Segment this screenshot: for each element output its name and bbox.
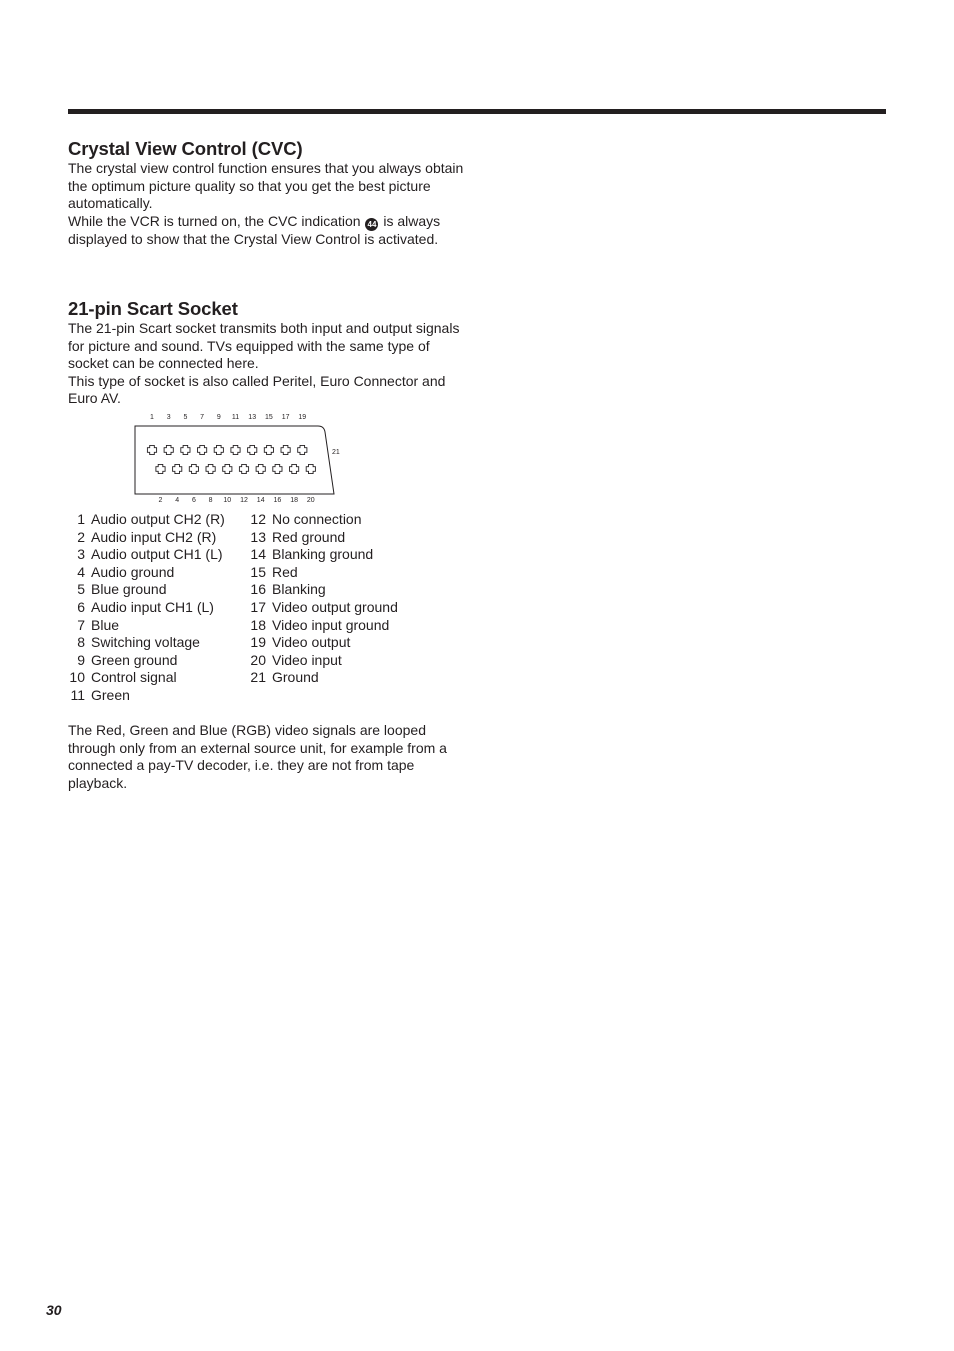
pin-function: Green ground — [91, 651, 178, 668]
pin-number: 16 — [250, 581, 266, 598]
section-scart-socket — [68, 298, 468, 408]
cvc-heading: Crystal View Control (CVC) — [68, 138, 303, 159]
pin-row — [68, 652, 243, 670]
scart-paragraph-1: The 21-pin Scart socket transmits both input and output signals for picture and sound. TVs equipped with the same type of socket can be connected here. — [68, 320, 460, 372]
cvc-paragraph-1: The crystal view control function ensures that you always obtain the optimum picture quality so that you get the best picture automatically. — [68, 160, 464, 212]
pin-function: Ground — [272, 669, 319, 686]
pin-contact — [181, 445, 190, 454]
pin-contact — [248, 445, 257, 454]
rgb-note: The Red, Green and Blue (RGB) video signals are looped through only from an external source unit, for example from a connected a pay-TV decoder, i.e. they are not from tape playback. — [68, 722, 447, 791]
pin-function: Video input ground — [272, 616, 390, 633]
pin-label: 8 — [208, 497, 213, 504]
pin-row — [249, 511, 449, 529]
cvc-paragraph-2-end: is always displayed to show that the Crystal View Control is activated. — [68, 212, 441, 247]
pin-function: Video input — [272, 651, 342, 668]
pin-function: Switching voltage — [91, 634, 200, 651]
pin-number: 7 — [77, 616, 85, 633]
pin-number: 11 — [70, 686, 85, 703]
pin-number: 6 — [77, 598, 85, 615]
pin-label: 9 — [216, 414, 221, 421]
pin-number: 1 — [77, 511, 85, 527]
cvc-paragraph-2-start: While the VCR is turned on, the CVC indication — [68, 212, 361, 229]
pin-function: Control signal — [91, 669, 177, 686]
pin-function: Red — [272, 563, 298, 580]
pin-contact — [298, 445, 307, 454]
pin-contact — [306, 464, 315, 473]
scart-heading: 21-pin Scart Socket — [68, 298, 238, 319]
cvc-indicator-badge: 44 — [365, 218, 378, 231]
pin-number: 5 — [77, 581, 85, 598]
pin-contact — [264, 445, 273, 454]
pin-row — [249, 546, 449, 564]
pin-row — [249, 634, 449, 652]
pin-list-right — [249, 511, 449, 687]
pin-row — [249, 669, 449, 687]
pin-label: 19 — [298, 414, 307, 421]
pin-row — [68, 669, 243, 687]
pin-function: Audio input CH2 (R) — [91, 528, 217, 545]
pin-function: Red ground — [272, 528, 346, 545]
pin-label: 10 — [223, 497, 232, 504]
pin-function: Audio output CH1 (L) — [91, 546, 223, 563]
pin-row — [249, 581, 449, 599]
pin-row — [249, 599, 449, 617]
pin-number: 20 — [250, 651, 266, 668]
pin-function: Video output — [272, 634, 351, 651]
pin-number: 19 — [250, 634, 266, 651]
pin-contact — [147, 445, 156, 454]
pin-label: 4 — [175, 497, 180, 504]
pin-contact — [239, 464, 248, 473]
top-rule — [68, 109, 886, 114]
pin-label: 16 — [273, 497, 282, 504]
pin-21-label: 21 — [332, 449, 340, 456]
pin-contact — [198, 445, 207, 454]
pin-row — [68, 617, 243, 635]
pin-function: Video output ground — [272, 598, 398, 615]
pin-row — [68, 529, 243, 547]
pin-row — [249, 529, 449, 547]
pin-label: 11 — [231, 414, 240, 421]
pin-row — [249, 564, 449, 582]
scart-paragraph-2: This type of socket is also called Peritel, Euro Connector and Euro AV. — [68, 372, 446, 407]
section-crystal-view-control — [68, 138, 468, 248]
pin-function: Green — [91, 686, 130, 703]
pin-row — [68, 634, 243, 652]
bottom-pin-labels — [159, 497, 315, 504]
pin-contact — [214, 445, 223, 454]
pin-label: 3 — [166, 414, 171, 421]
pin-number: 3 — [77, 546, 85, 563]
pin-label: 7 — [200, 414, 205, 421]
pin-contact — [281, 445, 290, 454]
pin-number: 21 — [250, 669, 266, 686]
top-pin-row — [147, 445, 307, 454]
pin-number: 14 — [250, 546, 266, 563]
pin-label: 5 — [183, 414, 188, 421]
pin-contact — [256, 464, 265, 473]
pin-row — [249, 617, 449, 635]
pin-label: 20 — [306, 497, 315, 504]
pin-row — [68, 564, 243, 582]
pin-label: 17 — [281, 414, 290, 421]
pin-row — [68, 599, 243, 617]
pin-number: 18 — [250, 616, 266, 633]
pin-row — [68, 687, 243, 705]
pin-contact — [290, 464, 299, 473]
pin-function: Blue — [91, 616, 120, 633]
pin-label: 15 — [265, 414, 273, 421]
pin-function: Blue ground — [91, 581, 167, 598]
pin-contact — [189, 464, 198, 473]
pin-row — [249, 652, 449, 670]
pin-function: Audio input CH1 (L) — [91, 598, 214, 615]
pin-contact — [223, 464, 232, 473]
scart-pin-diagram — [130, 408, 350, 508]
pin-function: No connection — [272, 511, 362, 527]
pin-row — [68, 581, 243, 599]
pin-number: 9 — [77, 651, 85, 668]
pin-function: Audio ground — [91, 563, 175, 580]
pin-contact — [164, 445, 173, 454]
pin-number: 17 — [250, 598, 266, 615]
pin-contact — [231, 445, 240, 454]
pin-label: 13 — [248, 414, 257, 421]
pin-label: 18 — [290, 497, 298, 504]
pin-label: 14 — [256, 497, 265, 504]
bottom-pin-row — [156, 464, 316, 473]
pin-contact — [156, 464, 165, 473]
pin-row — [68, 546, 243, 564]
pin-number: 8 — [77, 634, 85, 651]
pin-label: 6 — [191, 497, 196, 504]
pin-label: 2 — [158, 497, 163, 504]
pin-list-left — [68, 511, 243, 705]
pin-function: Blanking ground — [272, 546, 374, 563]
pin-contact — [273, 464, 282, 473]
page-number: 30 — [46, 1302, 62, 1318]
pin-number: 13 — [250, 528, 266, 545]
pin-contact — [173, 464, 182, 473]
scart-socket-outline — [135, 426, 334, 494]
pin-number: 10 — [69, 669, 85, 686]
pin-row — [68, 511, 243, 529]
pin-number: 15 — [250, 563, 266, 580]
pin-contact — [206, 464, 215, 473]
cvc-paragraph-2 — [68, 213, 468, 249]
pin-label: 12 — [240, 497, 248, 504]
pin-function: Audio output CH2 (R) — [91, 511, 225, 527]
pin-number: 4 — [77, 563, 85, 580]
pin-number: 12 — [250, 511, 266, 527]
pin-function: Blanking — [272, 581, 326, 598]
pin-label: 1 — [150, 414, 154, 421]
top-pin-labels — [150, 414, 306, 421]
pin-number: 2 — [77, 528, 85, 545]
